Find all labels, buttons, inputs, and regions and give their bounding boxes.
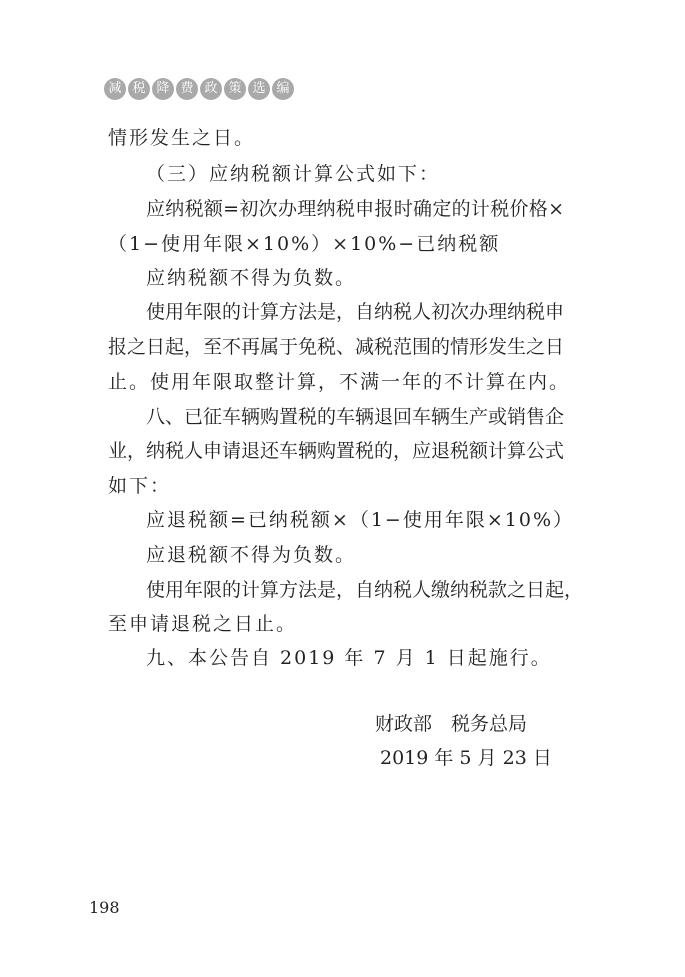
issuing-authorities: 财政部 税务总局: [375, 713, 528, 735]
header-char: 策: [224, 78, 246, 100]
body-line: 应退税额=已纳税额×（1−使用年限×10%）: [146, 509, 574, 531]
body-line: 业，纳税人申请退还车辆购置税的，应退税额计算公式: [108, 440, 565, 462]
issue-date: 2019 年 5 月 23 日: [380, 747, 552, 769]
body-line: 九、本公告自 2019 年 7 月 1 日起施行。: [146, 647, 552, 669]
body-line: 八、已征车辆购置税的车辆退回车辆生产或销售企: [146, 406, 565, 428]
header-char: 费: [176, 78, 198, 100]
body-line: 情形发生之日。: [108, 127, 256, 149]
header-char: 税: [128, 78, 150, 100]
body-line: 应纳税额不得为负数。: [146, 267, 357, 289]
page-number: 198: [89, 898, 120, 917]
book-series-header: [104, 78, 294, 100]
body-line: 如下：: [108, 475, 172, 497]
header-char: 选: [248, 78, 270, 100]
header-char: 减: [104, 78, 126, 100]
header-char: 降: [152, 78, 174, 100]
body-line: 止。使用年限取整计算，不满一年的不计算在内。: [108, 371, 571, 393]
body-line: （三）应纳税额计算公式如下：: [146, 163, 441, 185]
header-char: 政: [200, 78, 222, 100]
body-line: 报之日起，至不再属于免税、减税范围的情形发生之日: [108, 336, 565, 358]
body-line: 使用年限的计算方法是，自纳税人初次办理纳税申: [146, 301, 565, 323]
body-line: 至申请退税之日止。: [108, 613, 298, 635]
header-char: 编: [272, 78, 294, 100]
body-line: 使用年限的计算方法是，自纳税人缴纳税款之日起，: [146, 579, 584, 601]
body-line: （1−使用年限×10%）×10%−已纳税额: [108, 233, 501, 255]
body-line: 应退税额不得为负数。: [146, 544, 357, 566]
body-line: 应纳税额=初次办理纳税申报时确定的计税价格×: [146, 198, 564, 220]
